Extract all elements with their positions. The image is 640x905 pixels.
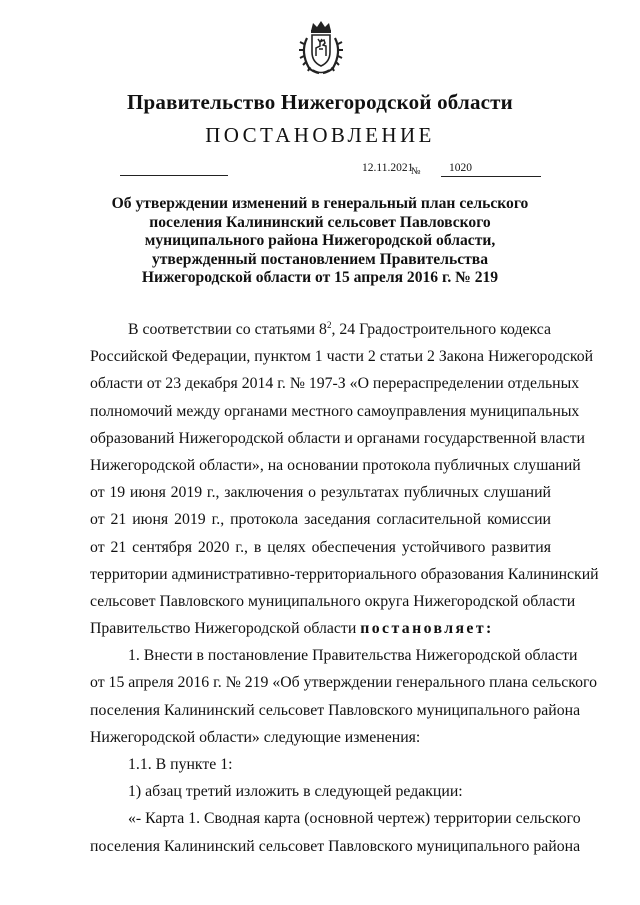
- body-text: Правительство Нижегородской области: [90, 620, 357, 638]
- body-line: 1.1. В пункте 1:: [128, 756, 233, 773]
- body-line: [90, 615, 551, 642]
- number-underline: [441, 176, 541, 177]
- body-line: области от 23 декабря 2014 г. № 197-З «О перераспределении отдельных: [90, 375, 580, 393]
- body-line: от 21 июня 2019 г., протокола заседания согласительной комиссии: [90, 511, 551, 529]
- body-line: поселения Калининский сельсовет Павловского муниципального района: [90, 837, 581, 855]
- body-line: сельсовет Павловского муниципального округа Нижегородской области: [90, 592, 576, 610]
- document-number: 1020: [449, 162, 472, 174]
- body-line: полномочий между органами местного самоуправления муниципальных: [90, 402, 580, 420]
- body-line: Нижегородской области» следующие изменения:: [90, 728, 421, 746]
- body-line: поселения Калининский сельсовет Павловского муниципального района: [90, 701, 581, 719]
- resolves-word: постановляет:: [360, 620, 494, 638]
- document-subject: [90, 195, 550, 288]
- body-line: от 21 сентября 2020 г., в целях обеспечения устойчивого развития: [90, 538, 551, 556]
- body-line: 1) абзац третий изложить в следующей редакции:: [128, 783, 463, 801]
- body-line: [90, 316, 551, 343]
- body-text: , 24 Градостроительного кодекса: [331, 321, 551, 338]
- subject-line: Нижегородской области от 15 апреля 2016 г. № 219: [141, 269, 499, 287]
- body-line: от 19 июня 2019 г., заключения о результатах публичных слушаний: [90, 484, 551, 502]
- subject-line: муниципального района Нижегородской области,: [144, 232, 496, 250]
- number-sign: №: [411, 166, 421, 177]
- document-type: ПОСТАНОВЛЕНИЕ: [205, 123, 435, 147]
- body-line: Российской Федерации, пунктом 1 части 2 статьи 2 Закона Нижегородской: [90, 348, 594, 366]
- subject-line: Об утверждении изменений в генеральный план сельского: [111, 195, 529, 212]
- superscript: 2: [326, 320, 332, 330]
- document-body: [90, 316, 599, 860]
- body-line: Нижегородской области», на основании протокола публичных слушаний: [90, 456, 581, 474]
- body-line: территории административно-территориального образования Калининский: [90, 565, 599, 583]
- body-line: 1. Внести в постановление Правительства Нижегородской области: [128, 647, 578, 665]
- body-line: «- Карта 1. Сводная карта (основной чертеж) территории сельского: [128, 810, 581, 828]
- body-line: образований Нижегородской области и органами государственной власти: [90, 429, 585, 447]
- body-line: от 15 апреля 2016 г. № 219 «Об утверждении генерального плана сельского: [90, 674, 598, 692]
- blank-signature-line: [120, 175, 228, 176]
- subject-line: поселения Калининский сельсовет Павловского: [149, 213, 491, 231]
- government-title: Правительство Нижегородской области: [127, 90, 513, 114]
- document-date: 12.11.2021: [362, 162, 414, 174]
- subject-line: утвержденный постановлением Правительства: [151, 250, 489, 268]
- body-text: В соответствии со статьями 8: [128, 321, 327, 338]
- coat-of-arms-icon: [297, 18, 345, 76]
